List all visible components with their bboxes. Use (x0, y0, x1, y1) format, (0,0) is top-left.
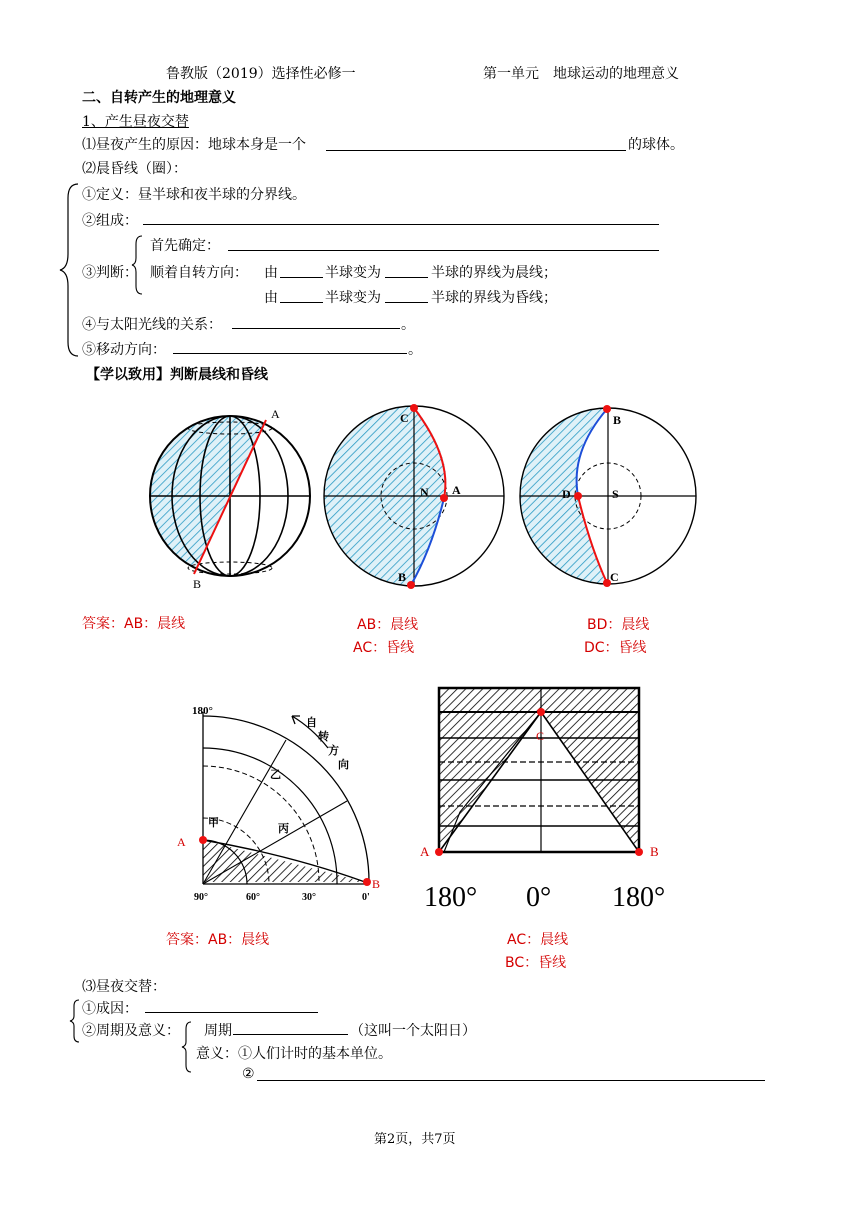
label-jia: 甲 (208, 817, 219, 829)
period-mark: 。 (408, 342, 422, 358)
label-0: 0' (362, 892, 370, 903)
section-title: 二、自转产生的地理意义 (82, 90, 236, 106)
label-A: A (177, 835, 186, 849)
meaning-2: ② (242, 1066, 255, 1082)
answer-3a: BD：晨线 (587, 617, 650, 633)
header-left: 鲁教版（2019）选择性必修一 (166, 66, 356, 82)
period-meaning: ②周期及意义： (82, 1023, 180, 1039)
label-B: B (613, 413, 622, 427)
rot-1: 自 (306, 717, 317, 729)
period-label: 周期 (204, 1023, 232, 1039)
brace (68, 998, 82, 1044)
composition: ②组成： (82, 213, 138, 229)
rect-map-figure (420, 688, 665, 913)
label-N: N (420, 485, 429, 499)
header-right: 第一单元 地球运动的地理意义 (483, 66, 679, 82)
item1-prefix: ⑴昼夜产生的原因：地球本身是一个 (82, 137, 306, 153)
meaning: 意义：①人们计时的基本单位。 (196, 1046, 392, 1062)
label-C: C (610, 570, 619, 584)
item1-suffix: 的球体。 (628, 137, 684, 153)
label-S: S (612, 487, 619, 501)
text-you: 由 (264, 290, 278, 306)
label-180-right: 180° (612, 882, 666, 913)
item3-title: ⑶昼夜交替： (82, 979, 166, 995)
label-bing: 丙 (278, 823, 289, 835)
label-yi: 乙 (270, 769, 281, 781)
rot-4: 向 (338, 759, 349, 771)
label-A: A (452, 483, 461, 497)
blank-line (145, 1012, 318, 1013)
label-B: B (650, 844, 659, 859)
cause: ①成因： (82, 1001, 138, 1017)
rot-3: 方 (328, 745, 339, 757)
page-footer: 第2页，共7页 (374, 1132, 456, 1147)
answer-2b: AC：昏线 (353, 640, 415, 656)
text-change-to: 半球变为 (325, 265, 381, 281)
rotation-direction: 顺着自转方向： (150, 265, 248, 281)
label-C: C (400, 411, 409, 425)
item2-title: ⑵晨昏线（圈）： (82, 161, 187, 177)
period-note: （这叫一个太阳日） (350, 1023, 476, 1039)
label-B: B (372, 877, 381, 891)
label-C: C (536, 729, 545, 743)
definition: ①定义：昼半球和夜半球的分界线。 (82, 187, 306, 203)
judge: ③判断： (82, 265, 138, 281)
text-dusk-end: 半球的界线为昏线； (431, 290, 557, 306)
brace (180, 1020, 194, 1074)
blank-line (233, 1034, 348, 1035)
answer-5b: BC：昏线 (505, 955, 567, 971)
answer-1: 答案：AB：晨线 (82, 616, 186, 632)
label-180: 180° (192, 705, 213, 717)
text-you: 由 (264, 265, 278, 281)
globe-figure-3 (520, 405, 696, 587)
subsection-title: 1、产生昼夜交替 (82, 114, 189, 130)
answer-4: 答案：AB：晨线 (166, 932, 270, 948)
text-change-to: 半球变为 (325, 290, 381, 306)
globe-figure-1 (150, 407, 310, 591)
label-30: 30° (302, 892, 316, 903)
apply-title: 【学以致用】判断晨线和昏线 (86, 367, 268, 383)
answer-3b: DC：昏线 (584, 640, 647, 656)
blank-line (257, 1080, 765, 1081)
text-dawn-end: 半球的界线为晨线； (431, 265, 557, 281)
first-confirm: 首先确定： (150, 238, 220, 254)
rot-2: 转 (318, 731, 329, 743)
label-B: B (398, 570, 407, 584)
label-180-left: 180° (424, 882, 478, 913)
label-90: 90° (194, 892, 208, 903)
quarter-polar-figure (177, 705, 380, 903)
period-mark: 。 (401, 317, 415, 333)
label-60: 60° (246, 892, 260, 903)
label-D: D (562, 487, 571, 501)
relation: ④与太阳光线的关系： (82, 317, 222, 333)
answer-2a: AB：晨线 (357, 617, 419, 633)
moving-direction: ⑤移动方向： (82, 342, 166, 358)
label-B: B (193, 577, 202, 591)
label-0: 0° (526, 882, 552, 913)
label-A: A (420, 844, 430, 859)
label-A: A (271, 407, 280, 421)
globe-figure-2 (324, 404, 504, 589)
answer-5a: AC：晨线 (507, 932, 569, 948)
